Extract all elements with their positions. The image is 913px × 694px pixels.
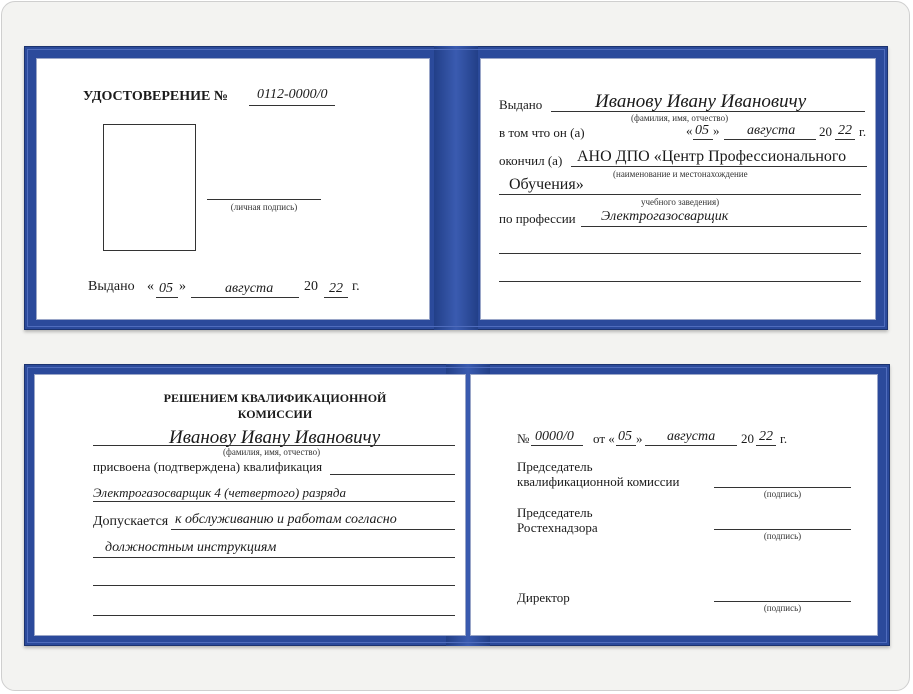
- quote-open: «: [147, 279, 154, 294]
- decision-heading-line1: РЕШЕНИЕМ КВАЛИФИКАЦИОННОЙ: [163, 391, 387, 405]
- holder-name-line: [551, 111, 865, 112]
- issued-to-label: Выдано: [499, 97, 543, 112]
- date-year-suffix: г.: [859, 124, 867, 139]
- protocol-month: августа: [667, 429, 716, 444]
- institution-line1: АНО ДПО «Центр Профессионального: [577, 148, 847, 165]
- empty-line-2: [93, 615, 455, 616]
- director-signature-caption: (подпись): [763, 603, 802, 613]
- admitted-line1: к обслуживанию и работам согласно: [175, 512, 397, 527]
- that-label: в том что он (а): [499, 125, 585, 140]
- protocol-year-suffix: г.: [780, 431, 788, 446]
- profession-value: Электрогазосварщик: [601, 209, 729, 224]
- issued-month: августа: [225, 281, 274, 296]
- protocol-year: 22: [759, 429, 773, 444]
- holder-name-line: [93, 445, 455, 446]
- empty-line-1: [499, 253, 861, 254]
- chair-rtn-signature-caption: (подпись): [763, 531, 802, 541]
- issued-year-suffix: г.: [352, 279, 360, 294]
- protocol-year-line: [756, 445, 776, 446]
- assigned-line: [330, 474, 455, 475]
- issued-month-line: [191, 297, 299, 298]
- profession-label: по профессии: [499, 211, 576, 226]
- date-day-line: [693, 139, 713, 140]
- chair-qc-signature-caption: (подпись): [763, 489, 802, 499]
- chair-rtn-line1: Председатель: [517, 505, 593, 520]
- chair-qc-line2: квалификационной комиссии: [517, 474, 680, 489]
- certificate-number-line: [249, 105, 335, 106]
- certificate-title: УДОСТОВЕРЕНИЕ №: [83, 89, 228, 104]
- chair-qc-signature-line: [714, 487, 851, 488]
- admitted-rule2: [93, 557, 455, 558]
- protocol-number-line: [531, 445, 583, 446]
- quote-open: «: [686, 123, 693, 138]
- institution-line2: Обучения»: [509, 176, 584, 193]
- issued-day-line: [156, 297, 178, 298]
- quote-close: »: [179, 279, 186, 294]
- date-month: августа: [747, 123, 796, 138]
- certificate-number: 0112-0000/0: [257, 87, 328, 102]
- issued-year-prefix: 20: [304, 279, 318, 294]
- qualification-line: [93, 501, 455, 502]
- date-month-line: [724, 139, 816, 140]
- holder-name-caption: (фамилия, имя, отчество): [223, 447, 321, 457]
- holder-name-caption: (фамилия, имя, отчество): [631, 113, 729, 123]
- protocol-number: 0000/0: [535, 429, 574, 444]
- date-year: 22: [838, 123, 852, 138]
- admitted-rule1: [171, 529, 455, 530]
- admitted-line2: должностным инструкциям: [105, 540, 277, 555]
- photo-placeholder: [103, 124, 196, 251]
- from-label: от «: [593, 431, 615, 446]
- top-certificate-spine: [434, 46, 478, 330]
- institution-caption2: учебного заведения): [641, 197, 720, 207]
- chair-rtn-line2: Ростехнадзора: [517, 520, 598, 535]
- date-year-line: [835, 139, 855, 140]
- protocol-day: 05: [618, 429, 632, 444]
- issued-year: 22: [329, 281, 343, 296]
- holder-name: Иванову Ивану Ивановичу: [595, 91, 807, 112]
- decision-heading-line2: КОМИССИИ: [237, 407, 313, 421]
- protocol-month-line: [645, 445, 737, 446]
- empty-line-1: [93, 585, 455, 586]
- profession-line: [581, 226, 867, 227]
- chair-qc-line1: Председатель: [517, 459, 593, 474]
- quote-close: »: [636, 431, 643, 446]
- institution-line1-rule: [571, 166, 867, 167]
- date-year-prefix: 20: [819, 124, 832, 139]
- admitted-label: Допускается: [93, 514, 169, 529]
- holder-name: Иванову Ивану Ивановичу: [169, 427, 381, 448]
- institution-caption1: (наименование и местонахождение: [613, 169, 748, 179]
- protocol-number-label: №: [517, 431, 530, 446]
- chair-rtn-signature-line: [714, 529, 851, 530]
- bottom-left-page: [34, 374, 466, 636]
- director-signature-line: [714, 601, 851, 602]
- signature-line: [207, 199, 321, 200]
- bottom-right-page: [470, 374, 878, 636]
- qualification-value: Электрогазосварщик 4 (четвертого) разряда: [93, 485, 346, 500]
- issued-day: 05: [159, 281, 173, 296]
- issued-label: Выдано: [88, 279, 135, 294]
- date-day: 05: [695, 123, 709, 138]
- signature-caption: (личная подпись): [230, 202, 298, 212]
- protocol-year-prefix: 20: [741, 431, 754, 446]
- empty-line-2: [499, 281, 861, 282]
- protocol-day-line: [616, 445, 636, 446]
- quote-close: »: [713, 123, 720, 138]
- top-right-page: [480, 58, 876, 320]
- top-left-page: [36, 58, 430, 320]
- graduated-label: окончил (а): [499, 153, 563, 168]
- director-label: Директор: [517, 590, 570, 605]
- issued-year-line: [324, 297, 348, 298]
- institution-line2-rule: [499, 194, 861, 195]
- assigned-label: присвоена (подтверждена) квалификация: [93, 459, 323, 474]
